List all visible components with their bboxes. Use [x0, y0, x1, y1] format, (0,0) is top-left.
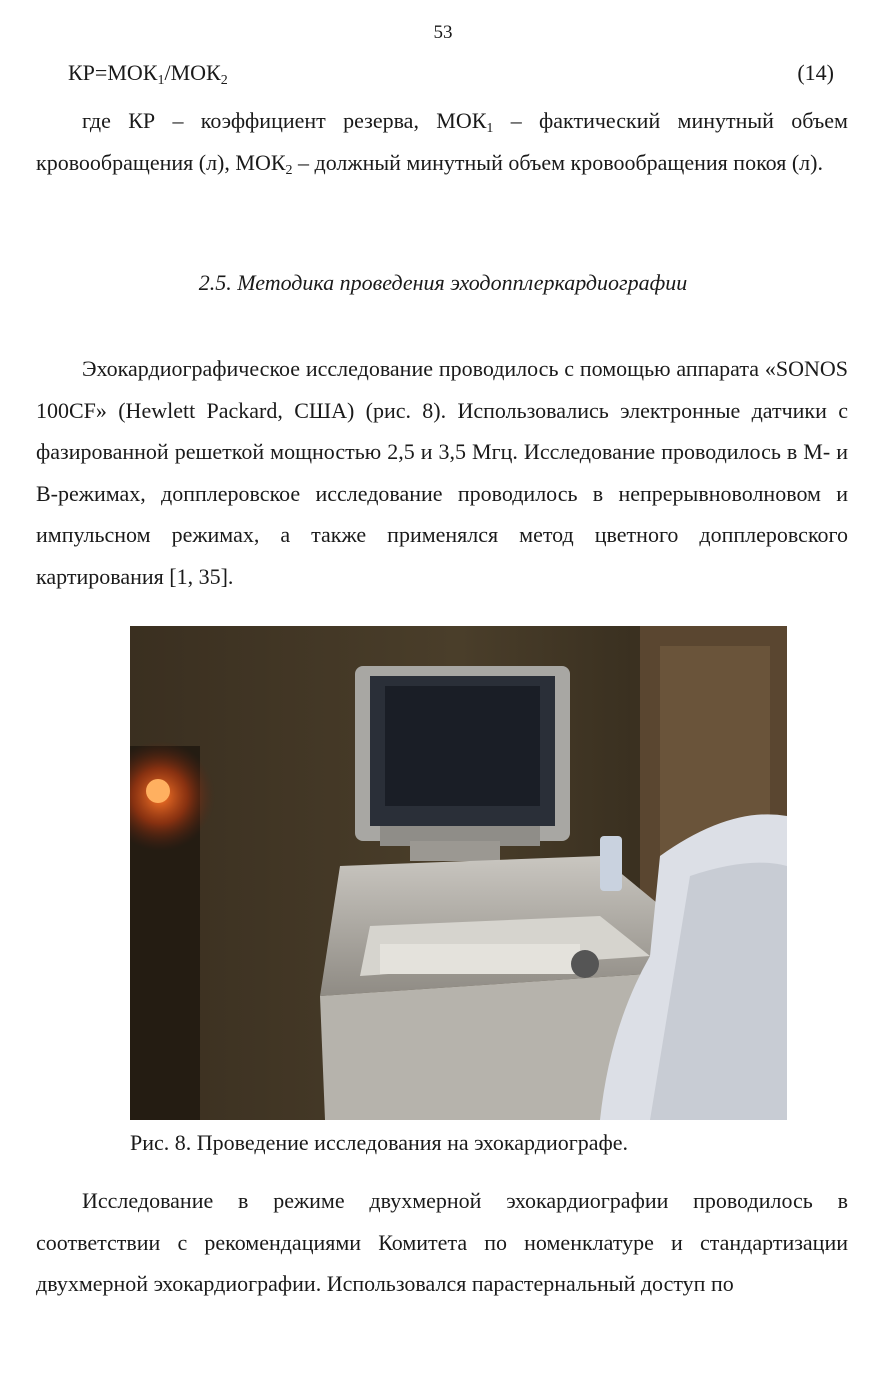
formula-sub-1: 1 [157, 73, 165, 88]
section-heading: 2.5. Методика проведения эходопплеркардиографии [198, 270, 688, 295]
definition-sub-1: 1 [486, 121, 494, 136]
formula-sub-2: 2 [220, 73, 228, 88]
figure-caption: Рис. 8. Проведение исследования на эхокардиографе. [130, 1130, 629, 1155]
paragraph-2d-echo: Исследование в режиме двухмерной эхокардиографии проводилось в соответствии с рекомендациями Комитета по номенклатуре и стандартизации двухмерной эхокардиографии. Использовался парастернальный доступ по [36, 1188, 848, 1296]
definition-text-2: – фактический минутный объем кровообращения (л), МОК [36, 108, 848, 175]
echocardiograph-photo [130, 626, 787, 1120]
definition-text-3: – должный минутный объем кровообращения покоя (л). [292, 149, 823, 175]
definition-text-1: где КР – коэффициент резерва, МОК [82, 108, 487, 133]
formula-mid: /МОК [164, 60, 221, 85]
definition-paragraph [36, 100, 848, 183]
paragraph-methods: Эхокардиографическое исследование проводилось с помощью аппарата «SONOS 100CF» (Hewlett Packard, США) (рис. 8). Использовались электронные датчики с фазированной решеткой мощностью 2,5 и 3,5 Мгц. Исследование проводилось в М- и В-режимах, допплеровское исследование проводилось в непрерывноволновом и импульсном режимах, а также применялся метод цветного допплеровского картирования [1, 35]. [36, 356, 848, 589]
figure-photo [130, 626, 787, 1120]
formula-number: (14) [797, 60, 834, 85]
definition-sub-2: 2 [285, 162, 293, 178]
formula-left: КР=МОК [68, 60, 158, 85]
page-number: 53 [433, 22, 453, 43]
formula [68, 60, 848, 90]
